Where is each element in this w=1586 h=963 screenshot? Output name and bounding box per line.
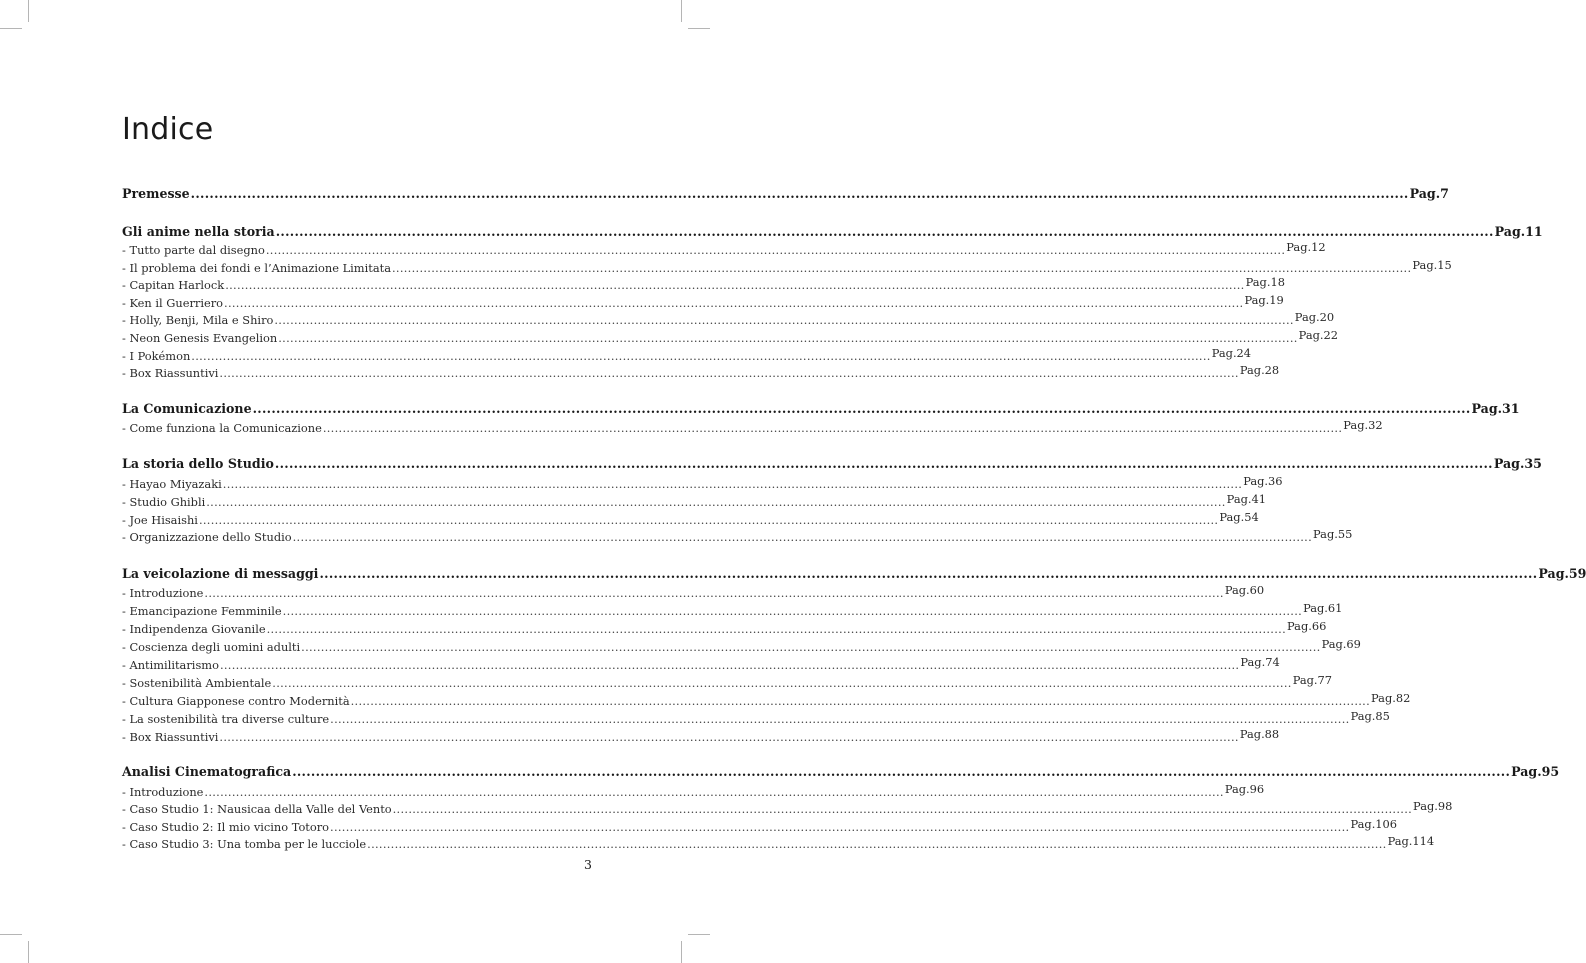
item-label: - Indipendenza Giovanile <box>122 622 266 636</box>
item-label: - Sostenibilità Ambientale <box>122 676 272 690</box>
dot-leader: .................................................................................................................................................................................................................................................................... <box>350 694 1371 708</box>
dot-leader: .................................................................................................................................................................................................................................................................... <box>219 366 1239 381</box>
page-reference: Pag.66 <box>1287 619 1327 633</box>
crop-mark <box>28 0 29 22</box>
page-reference: Pag.7 <box>1409 186 1449 201</box>
page-title: Indice <box>122 112 214 147</box>
page-reference: Pag.61 <box>1303 601 1343 615</box>
page-reference: Pag.36 <box>1243 474 1283 488</box>
dot-leader: .................................................................................................................................................................................................................................................................... <box>219 658 1240 672</box>
item-label: - Hayao Miyazaki <box>122 477 222 491</box>
item-label: - Neon Genesis Evangelion <box>122 331 278 345</box>
section-title: La Comunicazione <box>122 401 252 416</box>
section-title: La veicolazione di messaggi <box>122 566 319 581</box>
toc-item <box>122 363 1280 381</box>
toc-item <box>122 673 1333 690</box>
page-reference: Pag.74 <box>1240 655 1280 669</box>
page-reference: Pag.96 <box>1224 782 1265 796</box>
toc-item <box>122 619 1327 636</box>
item-label: - Cultura Giapponese contro Modernità <box>122 694 350 708</box>
dot-leader: .................................................................................................................................................................................................................................................................... <box>265 243 1286 257</box>
toc-item <box>122 583 1265 600</box>
page-reference: Pag.77 <box>1292 673 1333 687</box>
toc-item <box>122 310 1335 328</box>
item-label: - Tutto parte dal disegno <box>122 243 265 257</box>
page-reference: Pag.41 <box>1226 491 1267 506</box>
dot-leader: .................................................................................................................................................................................................................................................................... <box>225 278 1245 293</box>
page-reference: Pag.18 <box>1245 275 1285 290</box>
toc-section <box>122 456 1542 472</box>
dot-leader: .................................................................................................................................................................................................................................................................... <box>219 730 1239 744</box>
section-title: Premesse <box>122 186 190 201</box>
page-reference: Pag.20 <box>1294 310 1335 325</box>
toc-item <box>122 727 1280 744</box>
dot-leader: .................................................................................................................................................................................................................................................................... <box>204 586 1224 600</box>
page-reference: Pag.12 <box>1286 240 1326 254</box>
item-label: - Box Riassuntivi <box>122 730 219 744</box>
toc-item <box>122 292 1284 310</box>
dot-leader: .................................................................................................................................................................................................................................................................... <box>319 566 1538 581</box>
page-reference: Pag.98 <box>1413 799 1453 814</box>
dot-leader: .................................................................................................................................................................................................................................................................... <box>292 530 1313 545</box>
section-title: Analisi Cinematografica <box>122 764 292 779</box>
page-reference: Pag.95 <box>1511 764 1560 779</box>
dot-leader: .................................................................................................................................................................................................................................................................... <box>330 819 1350 834</box>
page-reference: Pag.15 <box>1412 257 1452 272</box>
dot-leader: .................................................................................................................................................................................................................................................................... <box>224 295 1244 310</box>
toc-item <box>122 655 1280 672</box>
crop-mark <box>0 934 22 935</box>
toc-item <box>122 816 1398 834</box>
dot-leader: .................................................................................................................................................................................................................................................................... <box>282 604 1303 618</box>
toc-item <box>122 709 1390 726</box>
page-reference: Pag.11 <box>1494 224 1543 239</box>
toc-item <box>122 474 1283 491</box>
item-label: - Caso Studio 1: Nausicaa della Valle del Vento <box>122 802 392 817</box>
dot-leader: .................................................................................................................................................................................................................................................................... <box>222 477 1243 491</box>
toc-item <box>122 509 1259 527</box>
crop-mark <box>688 28 710 29</box>
dot-leader: .................................................................................................................................................................................................................................................................... <box>292 764 1511 779</box>
toc-item <box>122 799 1453 817</box>
crop-mark <box>0 28 22 29</box>
toc-item <box>122 418 1383 435</box>
section-title: La storia dello Studio <box>122 456 274 471</box>
page-reference: Pag.85 <box>1350 709 1390 723</box>
dot-leader: .................................................................................................................................................................................................................................................................... <box>322 421 1343 435</box>
dot-leader: .................................................................................................................................................................................................................................................................... <box>274 313 1294 328</box>
item-label: - Coscienza degli uomini adulti <box>122 640 301 654</box>
toc-item <box>122 491 1267 509</box>
item-label: - Studio Ghibli <box>122 494 206 509</box>
crop-mark <box>681 0 682 22</box>
toc-section <box>122 764 1560 780</box>
dot-leader: .................................................................................................................................................................................................................................................................... <box>190 186 1409 201</box>
page-reference: Pag.88 <box>1239 727 1280 741</box>
dot-leader: .................................................................................................................................................................................................................................................................... <box>274 456 1493 471</box>
dot-leader: .................................................................................................................................................................................................................................................................... <box>330 712 1350 726</box>
dot-leader: .................................................................................................................................................................................................................................................................... <box>392 260 1412 275</box>
page-reference: Pag.106 <box>1350 816 1398 831</box>
dot-leader: .................................................................................................................................................................................................................................................................... <box>367 837 1387 852</box>
page-reference: Pag.59 <box>1538 566 1586 581</box>
dot-leader: .................................................................................................................................................................................................................................................................... <box>204 785 1224 799</box>
page-reference: Pag.32 <box>1343 418 1383 432</box>
item-label: - Ken il Guerriero <box>122 295 224 310</box>
page-reference: Pag.31 <box>1471 401 1520 416</box>
toc-section <box>122 401 1520 417</box>
dot-leader: .................................................................................................................................................................................................................................................................... <box>206 494 1226 509</box>
toc-section <box>122 224 1543 240</box>
item-label: - Il problema dei fondi e l’Animazione Limitata <box>122 260 391 275</box>
crop-mark <box>688 934 710 935</box>
toc-item <box>122 691 1411 708</box>
page-reference: Pag.82 <box>1371 691 1411 705</box>
page-reference: Pag.54 <box>1219 509 1259 524</box>
toc-item <box>122 834 1435 852</box>
item-label: - Antimilitarismo <box>122 658 219 672</box>
page-reference: Pag.114 <box>1387 834 1435 849</box>
dot-leader: .................................................................................................................................................................................................................................................................... <box>392 802 1413 817</box>
item-label: - Capitan Harlock <box>122 278 225 293</box>
dot-leader: .................................................................................................................................................................................................................................................................... <box>252 401 1471 416</box>
toc-item <box>122 637 1361 654</box>
page-reference: Pag.55 <box>1313 527 1353 542</box>
item-label: - Joe Hisaishi <box>122 512 198 527</box>
item-label: - Caso Studio 3: Una tomba per le lucciole <box>122 837 367 852</box>
crop-mark <box>681 941 682 963</box>
toc-item <box>122 601 1343 618</box>
toc-item <box>122 345 1252 363</box>
toc-section <box>122 186 1449 202</box>
toc-section <box>122 566 1586 582</box>
item-label: - Box Riassuntivi <box>122 366 219 381</box>
item-label: - Introduzione <box>122 586 204 600</box>
dot-leader: .................................................................................................................................................................................................................................................................... <box>191 348 1211 363</box>
toc-item <box>122 257 1452 275</box>
item-label: - I Pokémon <box>122 348 191 363</box>
item-label: - Holly, Benji, Mila e Shiro <box>122 313 274 328</box>
page-reference: Pag.35 <box>1493 456 1542 471</box>
page-reference: Pag.60 <box>1224 583 1265 597</box>
page-reference: Pag.69 <box>1321 637 1361 651</box>
page-reference: Pag.22 <box>1298 328 1339 342</box>
dot-leader: .................................................................................................................................................................................................................................................................... <box>266 622 1286 636</box>
page-number: 3 <box>584 857 592 872</box>
item-label: - Organizzazione dello Studio <box>122 530 292 545</box>
item-label: - Introduzione <box>122 785 204 799</box>
dot-leader: .................................................................................................................................................................................................................................................................... <box>278 331 1298 345</box>
section-title: Gli anime nella storia <box>122 224 275 239</box>
toc-item <box>122 240 1326 257</box>
toc-item <box>122 782 1265 799</box>
dot-leader: .................................................................................................................................................................................................................................................................... <box>198 512 1219 527</box>
toc-item <box>122 527 1353 545</box>
dot-leader: .................................................................................................................................................................................................................................................................... <box>275 224 1494 239</box>
item-label: - La sostenibilità tra diverse culture <box>122 712 330 726</box>
item-label: - Caso Studio 2: Il mio vicino Totoro <box>122 819 330 834</box>
toc-item <box>122 328 1339 345</box>
page-reference: Pag.24 <box>1211 345 1252 360</box>
toc-item <box>122 275 1285 293</box>
item-label: - Emancipazione Femminile <box>122 604 282 618</box>
page-reference: Pag.19 <box>1244 292 1284 307</box>
item-label: - Come funziona la Comunicazione <box>122 421 322 435</box>
dot-leader: .................................................................................................................................................................................................................................................................... <box>272 676 1292 690</box>
crop-mark <box>28 941 29 963</box>
dot-leader: .................................................................................................................................................................................................................................................................... <box>301 640 1321 654</box>
page-reference: Pag.28 <box>1239 363 1280 378</box>
